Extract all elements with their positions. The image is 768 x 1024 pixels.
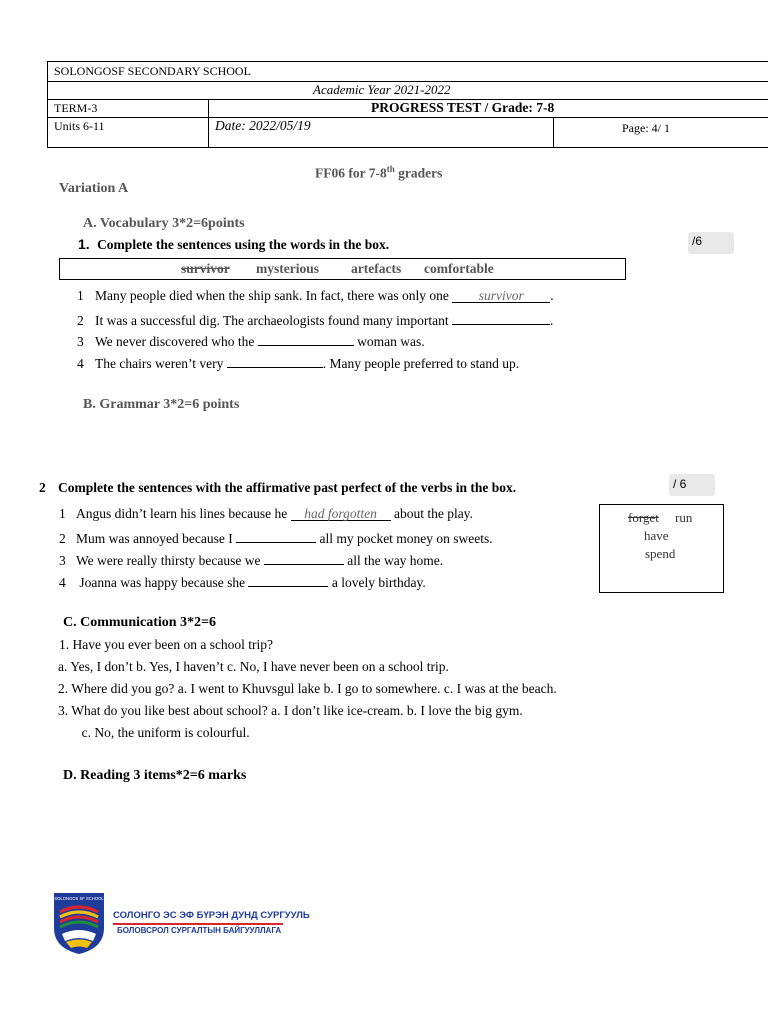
verb-box-item: have (644, 528, 669, 543)
answer-blank[interactable] (248, 572, 328, 587)
question-number: 1. (78, 236, 90, 252)
vocab-item: 4 The chairs weren’t very . Many people preferred to stand up. (77, 353, 519, 372)
verb-box (599, 504, 724, 593)
academic-year: Academic Year 2021-2022 (313, 82, 451, 97)
verb-box-item: forget (628, 510, 659, 525)
score-box-a: /6 (688, 232, 734, 254)
question-number: 2 (39, 480, 46, 495)
vocab-item: 3 We never discovered who the woman was. (77, 331, 425, 350)
section-d-heading: D. Reading 3 items*2=6 marks (63, 768, 247, 783)
word-box-item: comfortable (424, 261, 494, 276)
term-label: TERM-3 (54, 101, 98, 115)
answer-blank[interactable] (236, 528, 316, 543)
word-box-item: artefacts (351, 261, 402, 276)
section-b-instruction (39, 480, 516, 496)
section-a-heading: A. Vocabulary 3*2=6points (83, 216, 245, 231)
instruction-text: Complete the sentences with the affirmative past perfect of the verbs in the box. (58, 480, 517, 495)
school-emblem-icon (51, 890, 107, 956)
answer-blank[interactable]: survivor (452, 288, 550, 303)
page-label: Page: 4/ 1 (622, 121, 670, 135)
communication-line: 1. Have you ever been on a school trip? (59, 637, 274, 652)
answer-blank[interactable] (264, 550, 344, 565)
header-table (47, 61, 768, 148)
school-logo (51, 890, 310, 958)
communication-line: c. No, the uniform is colourful. (58, 725, 250, 740)
answer-blank[interactable]: had forgotten (291, 506, 391, 521)
vocab-item: 2 It was a successful dig. The archaeologists found many important . (77, 310, 553, 329)
section-b-heading: B. Grammar 3*2=6 points (83, 397, 240, 412)
answer-blank[interactable] (258, 331, 354, 346)
communication-line: a. Yes, I don’t b. Yes, I haven’t c. No, I have never been on a school trip. (58, 659, 449, 674)
doc-title: FF06 for 7-8th graders (315, 164, 443, 181)
date-label: Date: 2022/05/19 (215, 118, 311, 133)
grammar-item: 3 We were really thirsty because we all the way home. (59, 550, 443, 569)
verb-box-item: spend (645, 546, 676, 561)
section-a-instruction (78, 236, 389, 253)
grammar-item: 2 Mum was annoyed because I all my pocket money on sweets. (59, 528, 493, 547)
grammar-item: 4 Joanna was happy because she a lovely birthday. (59, 572, 426, 591)
communication-line: 3. What do you like best about school? a. I don’t like ice-cream. b. I love the big gym. (58, 703, 523, 718)
word-box-item: survivor (181, 261, 230, 276)
variation-label: Variation A (59, 181, 129, 196)
communication-line: 2. Where did you go? a. I went to Khuvsgul lake b. I go to somewhere. c. I was at the beach. (58, 681, 557, 696)
logo-divider (113, 923, 283, 925)
vocab-item: 1 Many people died when the ship sank. In fact, there was only one survivor . (77, 288, 554, 303)
instruction-text: Complete the sentences using the words in the box. (97, 237, 390, 252)
svg-text:SOLONGOS SF SCHOOL: SOLONGOS SF SCHOOL (54, 896, 104, 901)
word-box (59, 258, 626, 280)
logo-line-1: СОЛОНГО ЭС ЭФ БҮРЭН ДУНД СУРГУУЛЬ (113, 910, 310, 921)
grammar-item: 1 Angus didn’t learn his lines because he had forgotten about the play. (59, 506, 473, 521)
answer-blank[interactable] (452, 310, 550, 325)
score-box-b: / 6 (669, 474, 715, 496)
test-title: PROGRESS TEST / Grade: 7-8 (371, 100, 555, 115)
school-name: SOLONGOSF SECONDARY SCHOOL (54, 64, 251, 78)
word-box-item: mysterious (256, 261, 319, 276)
verb-box-item: run (675, 510, 693, 525)
units-label: Units 6-11 (54, 119, 105, 133)
logo-line-2: БОЛОВСРОЛ СУРГАЛТЫН БАЙГУУЛЛАГА (117, 926, 282, 935)
answer-blank[interactable] (227, 353, 323, 368)
section-c-heading: C. Communication 3*2=6 (63, 615, 217, 630)
